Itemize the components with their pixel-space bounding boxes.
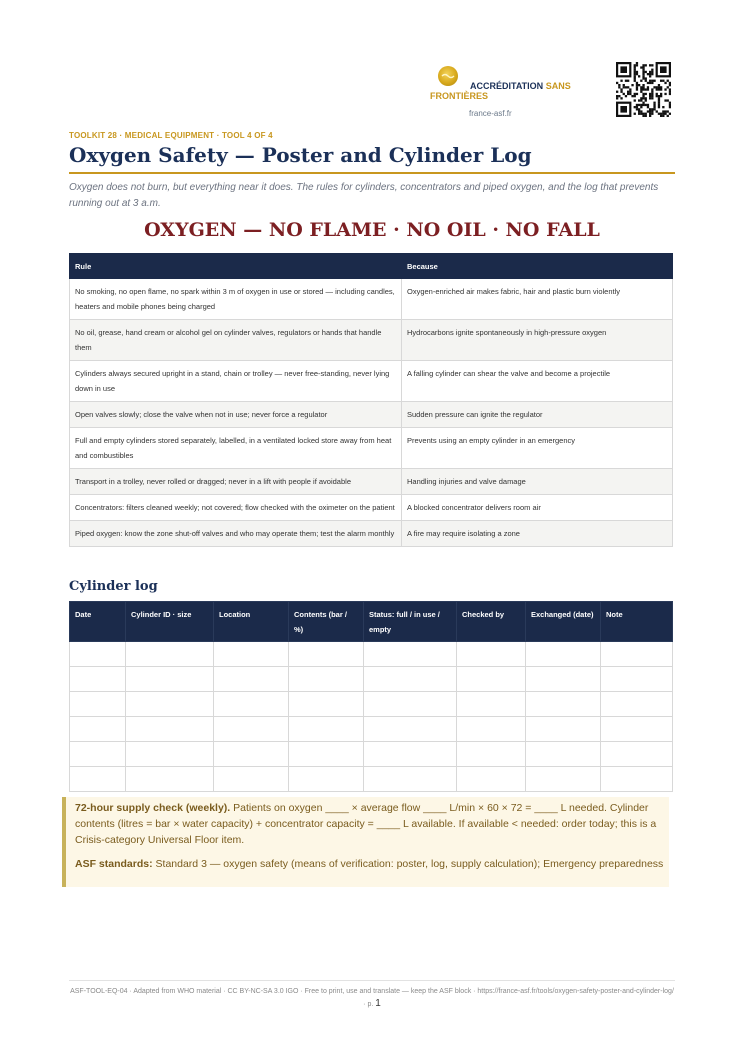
log-cell-checked-by[interactable] <box>457 667 526 692</box>
page-title: Oxygen Safety — Poster and Cylinder Log <box>69 143 532 167</box>
log-cell-cylinder-id[interactable] <box>126 742 214 767</box>
because-cell: A blocked concentrator delivers room air <box>402 495 673 521</box>
rule-cell: Full and empty cylinders stored separately, labelled, in a ventilated locked store away from heat and combustibles <box>70 428 402 469</box>
log-cell-exchanged[interactable] <box>526 767 601 792</box>
log-cell-contents[interactable] <box>289 642 364 667</box>
log-cell-contents[interactable] <box>289 717 364 742</box>
log-row <box>70 692 673 717</box>
page-number: 1 <box>375 998 381 1009</box>
log-cell-note[interactable] <box>601 742 673 767</box>
log-cell-cylinder-id[interactable] <box>126 717 214 742</box>
because-cell: Sudden pressure can ignite the regulator <box>402 402 673 428</box>
asf-standards-paragraph <box>75 856 669 872</box>
log-row <box>70 642 673 667</box>
log-cell-date[interactable] <box>70 717 126 742</box>
rules-table <box>69 253 673 547</box>
supply-check-text: Patients on oxygen ____ × average flow ____ L/min × 60 × 72 = ____ L needed. Cylinder contents (litres = bar × water capacity) + concentrator capacity = ____ L available. If available < needed: order today; this is a Crisis-category Universal Floor item. <box>75 802 657 846</box>
because-cell: A fire may require isolating a zone <box>402 521 673 547</box>
table-row <box>70 495 673 521</box>
log-header-date: Date <box>70 602 126 642</box>
rule-cell: No smoking, no open flame, no spark within 3 m of oxygen in use or stored — including candles, heaters and mobile phones being charged <box>70 279 402 320</box>
safety-banner: OXYGEN — NO FLAME · NO OIL · NO FALL <box>144 219 600 241</box>
log-cell-note[interactable] <box>601 642 673 667</box>
page-lede: Oxygen does not burn, but everything near it does. The rules for cylinders, concentrators and piped oxygen, and the log that prevents running out at 3 a.m. <box>69 182 659 209</box>
log-row <box>70 767 673 792</box>
log-cell-contents[interactable] <box>289 767 364 792</box>
log-cell-exchanged[interactable] <box>526 742 601 767</box>
table-row <box>70 279 673 320</box>
brand-name-part2: SANS FRONTIÈRES <box>430 81 571 101</box>
rule-cell: No oil, grease, hand cream or alcohol gel on cylinder valves, regulators or hands that handle them <box>70 320 402 361</box>
asf-standards-label: ASF standards: <box>75 858 153 870</box>
log-header-note: Note <box>601 602 673 642</box>
log-cell-date[interactable] <box>70 742 126 767</box>
log-cell-cylinder-id[interactable] <box>126 767 214 792</box>
log-cell-note[interactable] <box>601 667 673 692</box>
because-cell: A falling cylinder can shear the valve and become a projectile <box>402 361 673 402</box>
qr-code-icon <box>616 62 671 117</box>
supply-check-callout <box>62 797 669 887</box>
log-cell-status[interactable] <box>364 642 457 667</box>
log-cell-location[interactable] <box>214 642 289 667</box>
log-cell-status[interactable] <box>364 717 457 742</box>
table-row <box>70 428 673 469</box>
asf-standards-text: Standard 3 — oxygen safety (means of verification: poster, log, supply calculation); Emergency preparedness <box>155 858 664 870</box>
rule-cell: Transport in a trolley, never rolled or dragged; never in a lift with people if avoidable <box>70 469 402 495</box>
log-header-status: Status: full / in use / empty <box>364 602 457 642</box>
log-header-contents: Contents (bar / %) <box>289 602 364 642</box>
log-cell-status[interactable] <box>364 767 457 792</box>
page-footer <box>69 986 675 1011</box>
footer-text: ASF-TOOL-EQ-04 · Adapted from WHO material · CC BY-NC-SA 3.0 IGO · Free to print, use and translate — keep the ASF block · https://france-asf.fr/tools/oxygen-safety-poster-and-cylinder-log/ · p. <box>70 988 674 1008</box>
rules-header-row <box>70 254 673 279</box>
supply-check-label: 72-hour supply check (weekly). <box>75 802 231 814</box>
because-cell: Prevents using an empty cylinder in an emergency <box>402 428 673 469</box>
log-cell-exchanged[interactable] <box>526 642 601 667</box>
cylinder-log-heading: Cylinder log <box>69 579 158 594</box>
log-cell-date[interactable] <box>70 767 126 792</box>
log-cell-status[interactable] <box>364 667 457 692</box>
title-divider <box>69 172 675 174</box>
footer-divider <box>69 980 675 981</box>
log-row <box>70 667 673 692</box>
log-cell-location[interactable] <box>214 692 289 717</box>
log-cell-location[interactable] <box>214 717 289 742</box>
brand-name-part1: ACCRÉDITATION <box>470 81 544 91</box>
log-row <box>70 717 673 742</box>
log-cell-note[interactable] <box>601 692 673 717</box>
log-cell-note[interactable] <box>601 717 673 742</box>
log-cell-status[interactable] <box>364 742 457 767</box>
toolkit-eyebrow: TOOLKIT 28 · MEDICAL EQUIPMENT · TOOL 4 OF 4 <box>69 131 273 140</box>
log-cell-date[interactable] <box>70 692 126 717</box>
log-header-exchanged: Exchanged (date) <box>526 602 601 642</box>
rules-header-rule: Rule <box>70 254 402 279</box>
log-cell-cylinder-id[interactable] <box>126 642 214 667</box>
brand-name <box>430 81 605 101</box>
log-cell-note[interactable] <box>601 767 673 792</box>
log-cell-exchanged[interactable] <box>526 667 601 692</box>
log-cell-contents[interactable] <box>289 692 364 717</box>
log-cell-location[interactable] <box>214 767 289 792</box>
rules-header-because: Because <box>402 254 673 279</box>
because-cell: Handling injuries and valve damage <box>402 469 673 495</box>
table-row <box>70 521 673 547</box>
rule-cell: Cylinders always secured upright in a stand, chain or trolley — never free-standing, never lying down in use <box>70 361 402 402</box>
log-cell-checked-by[interactable] <box>457 692 526 717</box>
table-row <box>70 361 673 402</box>
log-cell-contents[interactable] <box>289 667 364 692</box>
log-cell-contents[interactable] <box>289 742 364 767</box>
rule-cell: Concentrators: filters cleaned weekly; not covered; flow checked with the oximeter on the patient <box>70 495 402 521</box>
log-header-cylinder-id: Cylinder ID · size <box>126 602 214 642</box>
cylinder-log-header-row <box>70 602 673 642</box>
log-cell-cylinder-id[interactable] <box>126 667 214 692</box>
rule-cell: Open valves slowly; close the valve when not in use; never force a regulator <box>70 402 402 428</box>
log-cell-checked-by[interactable] <box>457 742 526 767</box>
log-cell-status[interactable] <box>364 692 457 717</box>
log-row <box>70 742 673 767</box>
log-cell-location[interactable] <box>214 742 289 767</box>
brand-url[interactable]: france-asf.fr <box>469 109 512 118</box>
log-cell-exchanged[interactable] <box>526 692 601 717</box>
log-cell-location[interactable] <box>214 667 289 692</box>
log-cell-checked-by[interactable] <box>457 642 526 667</box>
log-cell-date[interactable] <box>70 667 126 692</box>
log-cell-cylinder-id[interactable] <box>126 692 214 717</box>
log-header-location: Location <box>214 602 289 642</box>
log-cell-date[interactable] <box>70 642 126 667</box>
supply-check-paragraph <box>75 800 669 848</box>
log-cell-checked-by[interactable] <box>457 767 526 792</box>
log-header-checked-by: Checked by <box>457 602 526 642</box>
log-cell-exchanged[interactable] <box>526 717 601 742</box>
cylinder-log-table <box>69 601 673 792</box>
because-cell: Hydrocarbons ignite spontaneously in high-pressure oxygen <box>402 320 673 361</box>
table-row <box>70 402 673 428</box>
log-cell-checked-by[interactable] <box>457 717 526 742</box>
table-row <box>70 469 673 495</box>
rule-cell: Piped oxygen: know the zone shut-off valves and who may operate them; test the alarm monthly <box>70 521 402 547</box>
because-cell: Oxygen-enriched air makes fabric, hair and plastic burn violently <box>402 279 673 320</box>
table-row <box>70 320 673 361</box>
